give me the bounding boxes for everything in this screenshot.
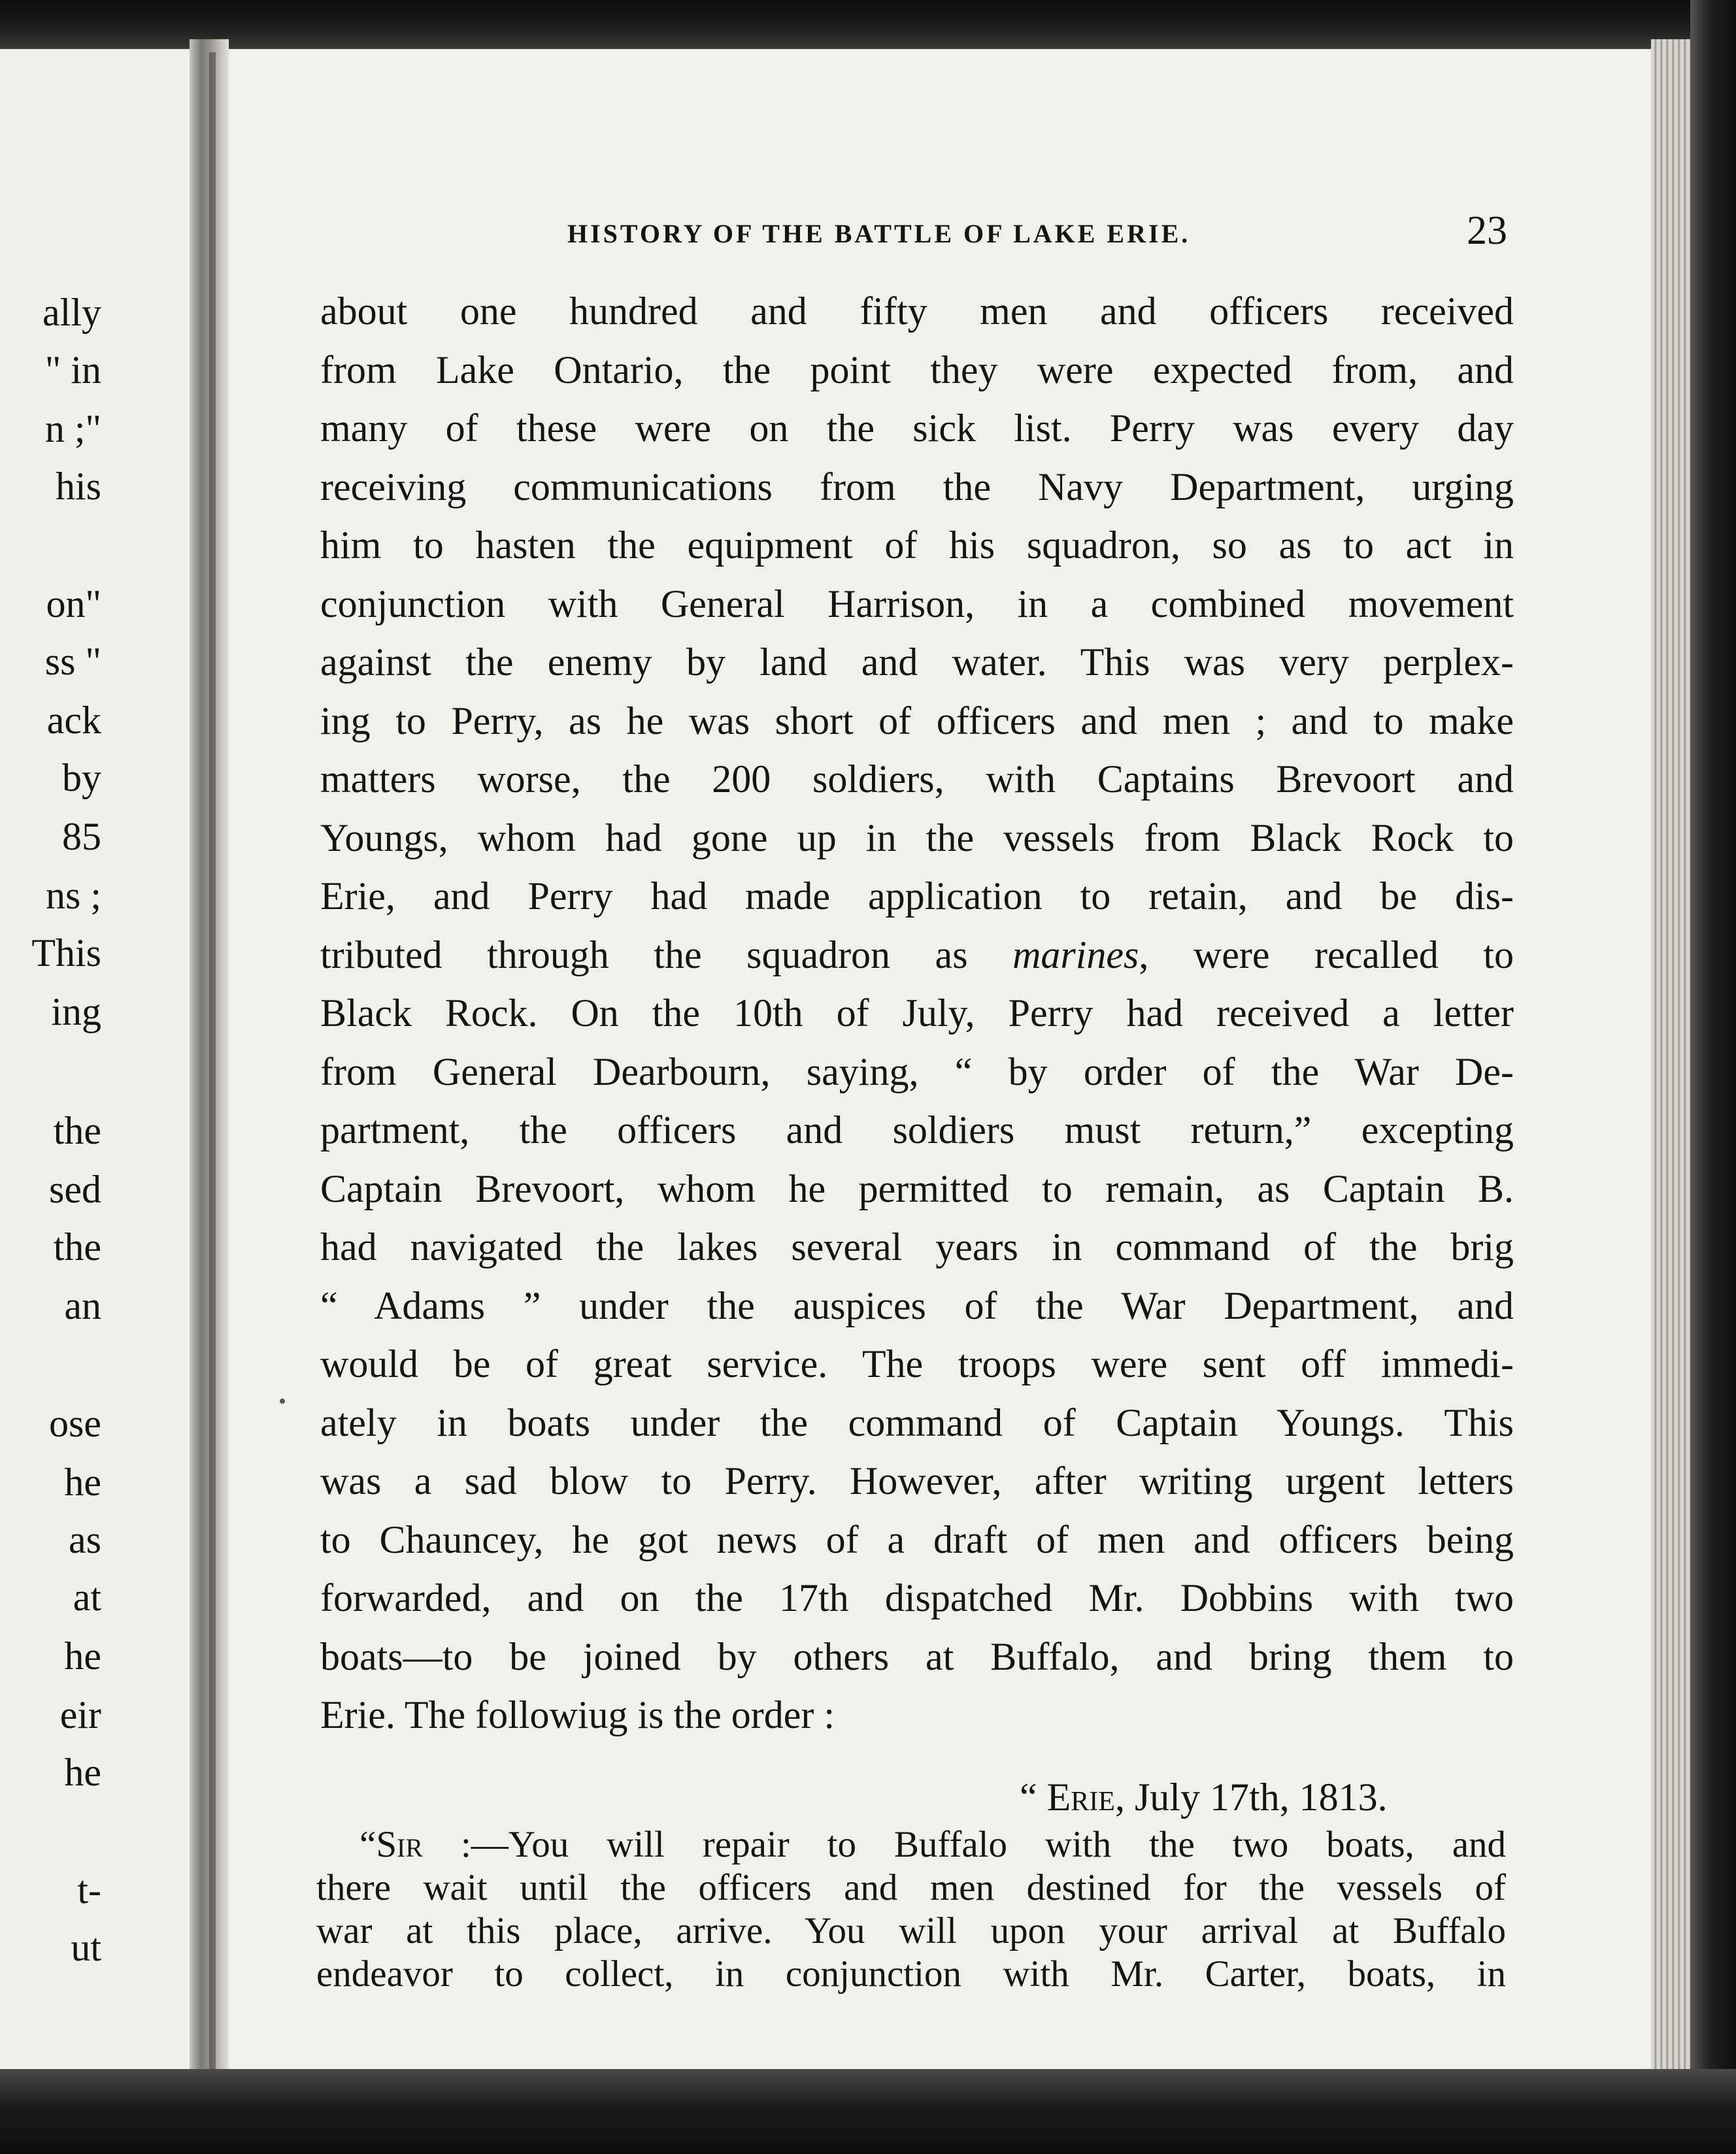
left-page-fragment: the: [53, 1225, 101, 1268]
body-line: Erie, and Perry had made application to retain, and be dis-: [320, 874, 1514, 918]
body-line: ing to Perry, as he was short of officers and men ; and to make: [320, 699, 1514, 742]
body-line: “ Adams ” under the auspices of the War Department, and: [320, 1284, 1514, 1327]
letter-dateline: [1020, 1775, 1388, 1820]
page-number: 23: [1467, 208, 1507, 253]
body-line: to Chauncey, he got news of a draft of men and officers being: [320, 1517, 1514, 1561]
left-page-fragment: sed: [49, 1168, 101, 1211]
letter-line: endeavor to collect, in conjunction with Mr. Carter, boats, in: [316, 1953, 1506, 1995]
left-page-fragment: ns ;: [45, 874, 101, 917]
left-page-fragment: ack: [46, 699, 101, 742]
body-line: Youngs, whom had gone up in the vessels from Black Rock to: [320, 816, 1514, 859]
letter-line: [316, 1823, 1506, 1866]
letter-text: [316, 1823, 1506, 1996]
left-page-fragment: n ;": [44, 407, 101, 450]
body-line: Captain Brevoort, whom he permitted to remain, as Captain B.: [320, 1167, 1514, 1210]
left-page-fragment: he: [64, 1634, 101, 1678]
body-line: against the enemy by land and water. This was very perplex-: [320, 640, 1514, 684]
scan-border-top: [0, 0, 1736, 49]
left-page-fragment: ss ": [44, 640, 101, 683]
ink-speck: [280, 1399, 285, 1404]
letter-line: war at this place, arrive. You will upon your arrival at Buffalo: [316, 1910, 1506, 1951]
body-line: matters worse, the 200 soldiers, with Captains Brevoort and: [320, 757, 1514, 801]
body-line: him to hasten the equipment of his squadron, so as to act in: [320, 523, 1514, 567]
scan-border-bottom: [0, 2069, 1736, 2154]
gutter-shadow: [209, 52, 216, 2072]
left-page-fragment: " in: [44, 348, 101, 391]
left-page-fragment: an: [64, 1284, 101, 1327]
body-line: conjunction with General Harrison, in a combined movement: [320, 582, 1514, 625]
left-page-fragment: ose: [49, 1402, 101, 1445]
body-line: had navigated the lakes several years in command of the brig: [320, 1225, 1514, 1268]
body-line: boats—to be joined by others at Buffalo, and bring them to: [320, 1634, 1514, 1678]
body-line-text: , were recalled to: [1139, 933, 1514, 976]
body-line: forwarded, and on the 17th dispatched Mr. Dobbins with two: [320, 1576, 1514, 1619]
body-line-marines: [320, 926, 1514, 985]
dateline-place: Erie: [1046, 1776, 1115, 1819]
letter-line-text: :—You will repair to Buffalo with the two boats, and: [423, 1824, 1506, 1865]
left-page-fragment: ut: [71, 1926, 101, 1969]
page-edge-stack: [1651, 39, 1690, 2085]
salutation: Sir: [376, 1824, 424, 1865]
dateline-quote: “: [1020, 1776, 1047, 1819]
left-page-fragment: on": [46, 582, 101, 625]
left-page-fragment: by: [62, 756, 101, 799]
body-text: [320, 282, 1514, 1745]
dateline-date: , July 17th, 1813.: [1114, 1776, 1388, 1819]
left-page-fragment: his: [55, 465, 101, 508]
body-line: about one hundred and fifty men and officers received: [320, 290, 1514, 333]
left-page-fragment: 85: [62, 815, 101, 858]
left-page-fragment: he: [64, 1461, 101, 1504]
body-line: many of these were on the sick list. Perry was every day: [320, 406, 1514, 450]
body-line-text: tributed through the squadron as: [320, 933, 968, 976]
body-line: was a sad blow to Perry. However, after writing urgent letters: [320, 1459, 1514, 1502]
left-page-fragment: as: [69, 1518, 101, 1561]
left-page-text-fragments: [0, 0, 190, 2154]
left-page-fragment: at: [73, 1576, 101, 1619]
scan-border-right: [1690, 0, 1736, 2154]
body-line: Black Rock. On the 10th of July, Perry had received a letter: [320, 991, 1514, 1035]
body-line: would be of great service. The troops were sent off immedi-: [320, 1342, 1514, 1385]
body-line: ately in boats under the command of Captain Youngs. This: [320, 1400, 1514, 1444]
letter-line: there wait until the officers and men destined for the vessels of: [316, 1867, 1506, 1908]
body-line-last: Erie. The followiug is the order :: [320, 1693, 835, 1736]
italic-word-marines: marines: [1012, 933, 1139, 976]
left-page-fragment: he: [64, 1751, 101, 1794]
body-line: partment, the officers and soldiers must return,” excepting: [320, 1108, 1514, 1152]
body-line: from Lake Ontario, the point they were expected from, and: [320, 348, 1514, 391]
body-line: from General Dearbourn, saying, “ by order of the War De-: [320, 1050, 1514, 1093]
left-page-fragment: the: [53, 1109, 101, 1152]
running-head: HISTORY OF THE BATTLE OF LAKE ERIE.: [567, 219, 1191, 248]
left-page-fragment: ing: [51, 990, 101, 1033]
left-page-fragment: ally: [42, 291, 101, 334]
left-page-fragment: eir: [59, 1693, 101, 1736]
left-page-fragment: t-: [77, 1868, 101, 1912]
left-page-fragment: This: [31, 931, 101, 974]
body-line: receiving communications from the Navy Department, urging: [320, 465, 1514, 508]
salutation-quote: “: [359, 1824, 376, 1865]
